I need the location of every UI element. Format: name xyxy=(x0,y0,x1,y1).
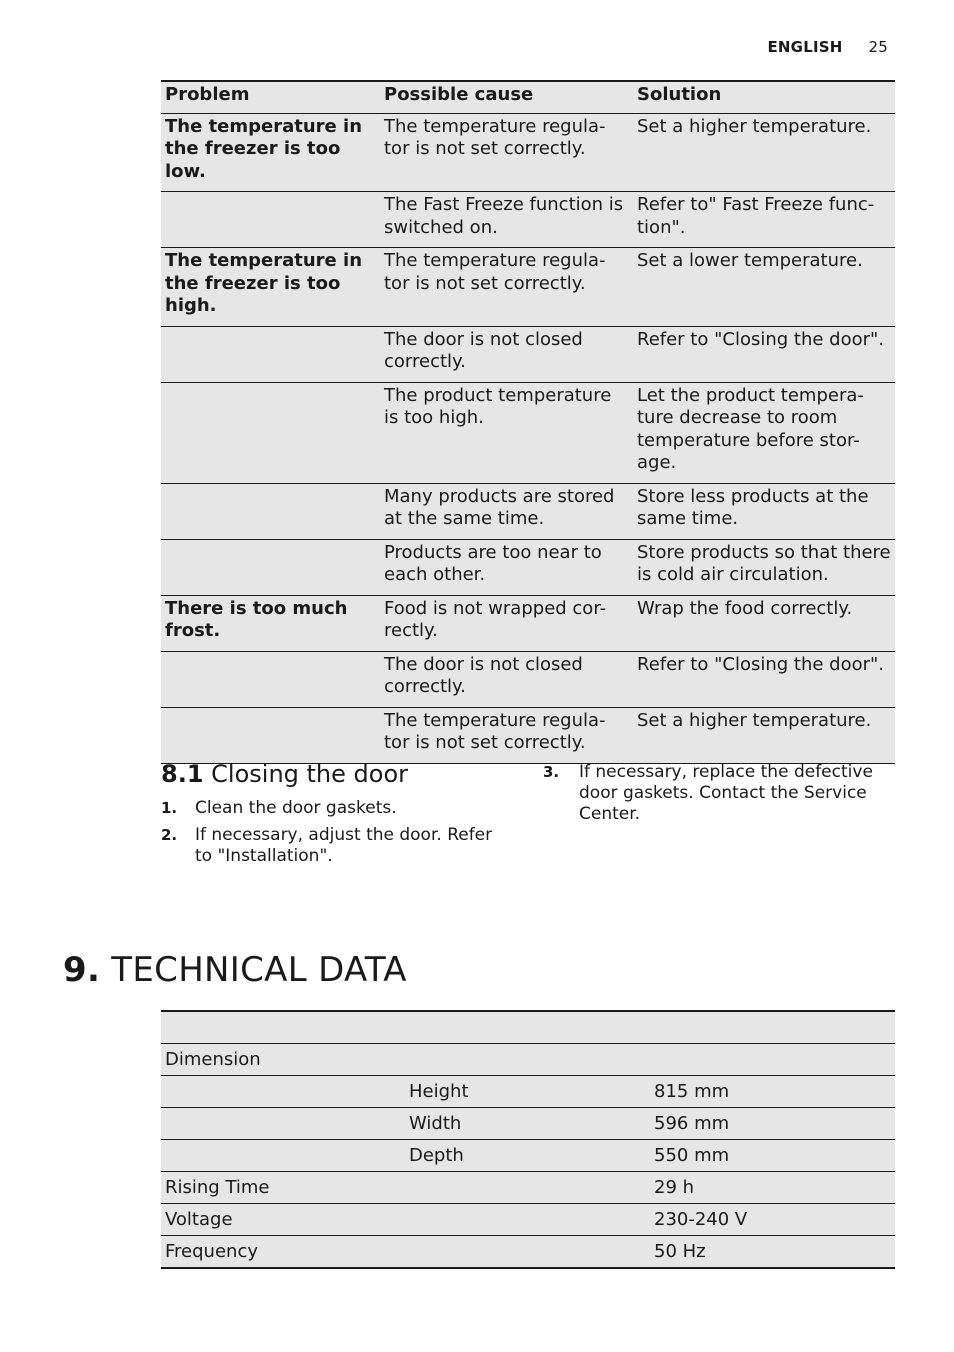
list-item xyxy=(543,762,883,825)
table-row xyxy=(161,1204,895,1236)
cause-cell: The door is not closed correctly. xyxy=(380,326,633,382)
solution-cell: Wrap the food correctly. xyxy=(633,595,895,651)
problem-cell xyxy=(161,382,380,483)
cause-cell: Many products are stored at the same time. xyxy=(380,483,633,539)
table-row xyxy=(161,1140,895,1172)
page-number: 25 xyxy=(868,38,888,56)
cause-cell: The temperature regula-tor is not set correctly. xyxy=(380,707,633,763)
table-row xyxy=(161,483,895,539)
table-row xyxy=(161,248,895,327)
chapter-number: 9. xyxy=(63,950,101,990)
step-text: If necessary, replace the defective door gaskets. Contact the Service Center. xyxy=(579,762,873,824)
problem-cell xyxy=(161,539,380,595)
spec-sublabel: Width xyxy=(405,1108,650,1140)
step-number: 3. xyxy=(543,763,560,781)
spec-label xyxy=(161,1011,405,1044)
chapter-heading xyxy=(63,950,407,990)
solution-cell: Let the product tempera-ture decrease to room temperature before stor-age. xyxy=(633,382,895,483)
table-row xyxy=(161,326,895,382)
section-title: Closing the door xyxy=(211,760,408,788)
column-header-problem: Problem xyxy=(161,81,380,113)
spec-label: Voltage xyxy=(161,1204,405,1236)
steps-list xyxy=(543,762,883,825)
step-text: Clean the door gaskets. xyxy=(195,798,397,818)
spec-label: Dimension xyxy=(161,1044,405,1076)
spec-value: 230-240 V xyxy=(650,1204,895,1236)
spec-value xyxy=(650,1044,895,1076)
solution-cell: Store products so that there is cold air circulation. xyxy=(633,539,895,595)
table-row xyxy=(161,1011,895,1044)
spec-label: Frequency xyxy=(161,1236,405,1269)
troubleshooting-table xyxy=(161,80,895,764)
spec-label: Rising Time xyxy=(161,1172,405,1204)
spec-label xyxy=(161,1140,405,1172)
spec-value: 596 mm xyxy=(650,1108,895,1140)
table-row xyxy=(161,192,895,248)
table-row xyxy=(161,113,895,192)
spec-value: 50 Hz xyxy=(650,1236,895,1269)
step-number: 2. xyxy=(161,826,178,844)
solution-cell: Refer to "Closing the door". xyxy=(633,326,895,382)
table-row xyxy=(161,1172,895,1204)
table-row xyxy=(161,595,895,651)
cause-cell: The door is not closed correctly. xyxy=(380,651,633,707)
page-header xyxy=(767,38,888,56)
table-header-row xyxy=(161,81,895,113)
problem-cell xyxy=(161,192,380,248)
table-row xyxy=(161,1044,895,1076)
cause-cell: The temperature regula-tor is not set correctly. xyxy=(380,248,633,327)
step-number: 1. xyxy=(161,799,178,817)
spec-sublabel xyxy=(405,1204,650,1236)
table-row xyxy=(161,539,895,595)
cause-cell: The product temperature is too high. xyxy=(380,382,633,483)
table-row xyxy=(161,651,895,707)
steps-list xyxy=(161,798,511,867)
chapter-title: TECHNICAL DATA xyxy=(111,950,407,990)
problem-cell: The temperature in the freezer is too low. xyxy=(161,113,380,192)
spec-value: 815 mm xyxy=(650,1076,895,1108)
problem-cell: There is too much frost. xyxy=(161,595,380,651)
spec-sublabel xyxy=(405,1236,650,1269)
solution-cell: Set a higher temperature. xyxy=(633,707,895,763)
cause-cell: The Fast Freeze function is switched on. xyxy=(380,192,633,248)
step-text: If necessary, adjust the door. Refer to "Installation". xyxy=(195,825,493,866)
solution-cell: Set a lower temperature. xyxy=(633,248,895,327)
spec-sublabel: Height xyxy=(405,1076,650,1108)
spec-sublabel: Depth xyxy=(405,1140,650,1172)
section-heading xyxy=(161,760,511,788)
closing-door-continued xyxy=(543,762,883,831)
column-header-cause: Possible cause xyxy=(380,81,633,113)
table-row xyxy=(161,1236,895,1269)
solution-cell: Refer to" Fast Freeze func-tion". xyxy=(633,192,895,248)
technical-data-table xyxy=(161,1010,895,1269)
problem-cell xyxy=(161,326,380,382)
problem-cell: The temperature in the freezer is too high. xyxy=(161,248,380,327)
list-item xyxy=(161,825,511,867)
spec-value: 29 h xyxy=(650,1172,895,1204)
spec-value: 550 mm xyxy=(650,1140,895,1172)
list-item xyxy=(161,798,511,819)
cause-cell: Products are too near to each other. xyxy=(380,539,633,595)
column-header-solution: Solution xyxy=(633,81,895,113)
closing-door-section xyxy=(161,760,511,873)
section-number: 8.1 xyxy=(161,760,204,788)
cause-cell: Food is not wrapped cor-rectly. xyxy=(380,595,633,651)
spec-label xyxy=(161,1108,405,1140)
cause-cell: The temperature regula-tor is not set correctly. xyxy=(380,113,633,192)
solution-cell: Refer to "Closing the door". xyxy=(633,651,895,707)
table-row xyxy=(161,707,895,763)
problem-cell xyxy=(161,651,380,707)
spec-value xyxy=(650,1011,895,1044)
solution-cell: Set a higher temperature. xyxy=(633,113,895,192)
table-row xyxy=(161,1108,895,1140)
spec-sublabel xyxy=(405,1172,650,1204)
spec-label xyxy=(161,1076,405,1108)
problem-cell xyxy=(161,707,380,763)
problem-cell xyxy=(161,483,380,539)
language-label: ENGLISH xyxy=(767,38,843,56)
table-row xyxy=(161,382,895,483)
spec-sublabel xyxy=(405,1011,650,1044)
table-row xyxy=(161,1076,895,1108)
solution-cell: Store less products at the same time. xyxy=(633,483,895,539)
spec-sublabel xyxy=(405,1044,650,1076)
